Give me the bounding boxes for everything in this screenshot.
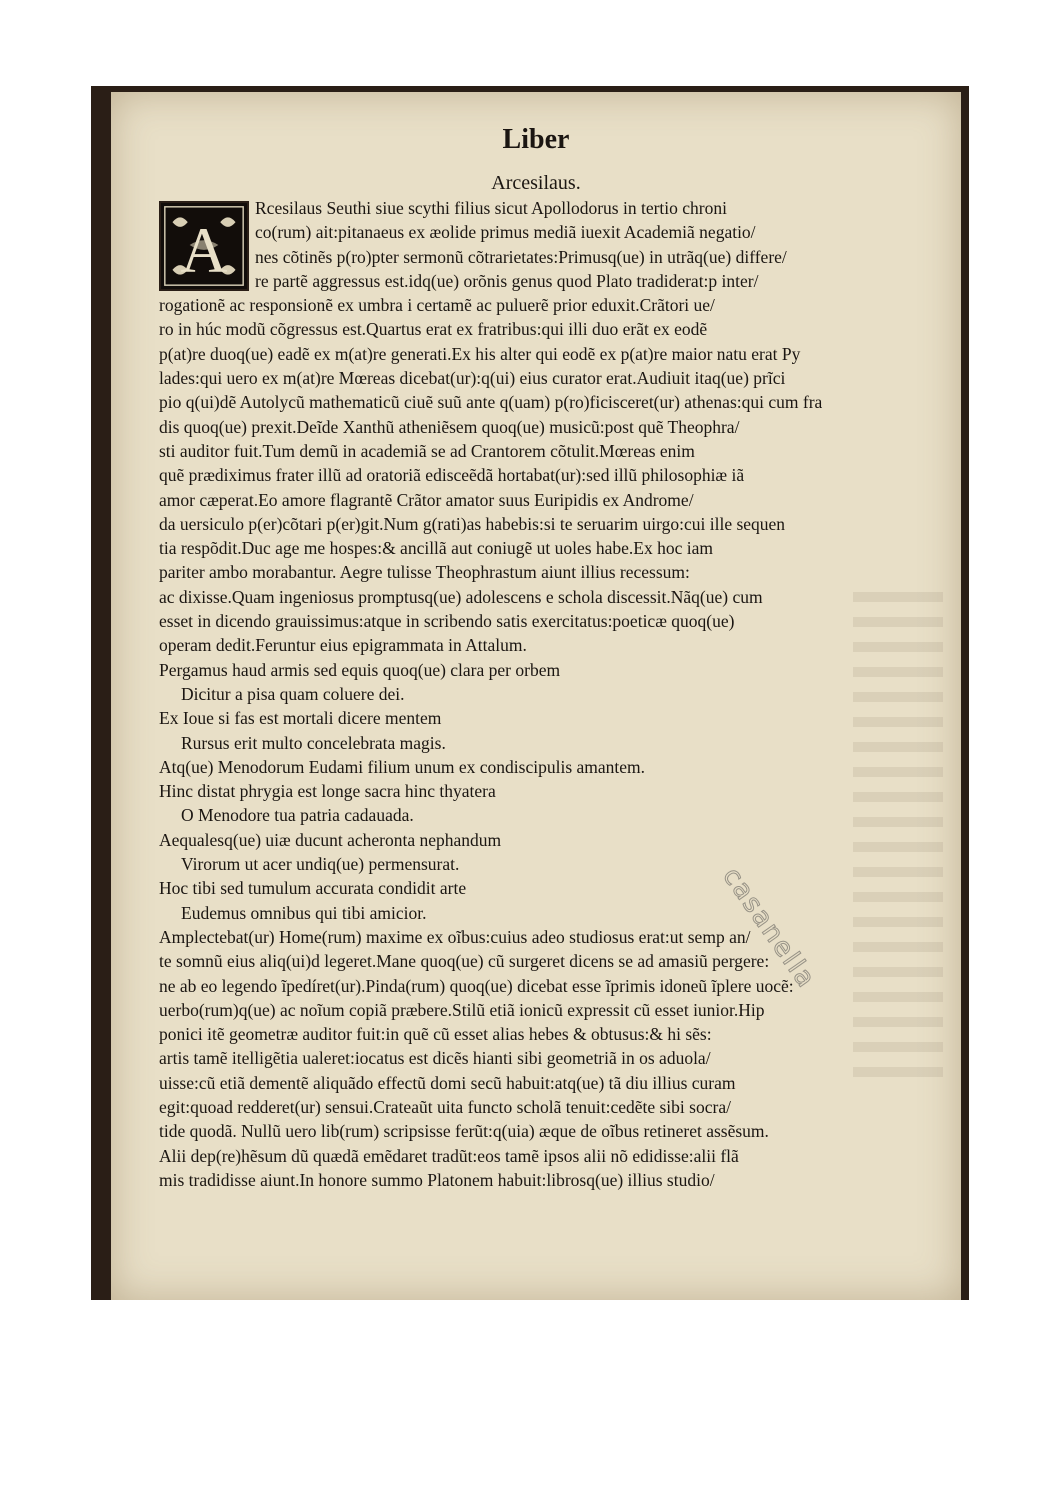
text-line: re partẽ aggressus est.idq(ue) orõnis genus quod Plato tradiderat:p inter/	[255, 270, 759, 291]
text-line: co(rum) ait:pitanaeus ex æolide primus mediã iuexit Academiã negatio/	[255, 222, 756, 243]
text-line: tia respõdit.Duc age me hospes:& ancillã aut coniugẽ ut uoles habe.Ex hoc iam	[159, 538, 714, 559]
text-line: esset in dicendo grauissimus:atque in scribendo satis exercitatus:poeticæ quoq(ue)	[159, 611, 735, 632]
verse-line: Dicitur a pisa quam coluere dei.	[181, 683, 405, 704]
text-line: pio q(ui)dẽ Autolycũ mathematicũ ciuẽ suũ ante q(uam) p(ro)ficisceret(ur) athenas:qui cum fra	[159, 392, 823, 413]
text-line: mis tradidisse aiunt.In honore summo Platonem habuit:librosq(ue) illius studio/	[159, 1169, 715, 1190]
verse-line: Rursus erit multo concelebrata magis.	[181, 732, 446, 753]
watermark-stamp: casanella	[716, 862, 822, 995]
text-line: tide quodã. Nullũ uero lib(rum) scripsisse ferũt:q(uia) æque de oĩbus retineret assẽsum.	[159, 1121, 769, 1142]
text-line: amor cæperat.Eo amore flagrantẽ Crãtor amator suus Euripidis ex Androme/	[159, 489, 694, 510]
text-line: ro in húc modũ cõgressus est.Quartus erat ex fratribus:qui illi duo erãt ex eodẽ	[159, 319, 708, 340]
verse-line: Eudemus omnibus qui tibi amicior.	[181, 902, 427, 923]
text-line: ponici itẽ geometræ auditor fuit:in quẽ cũ esset alias hebes & obtusus:& hi sẽs:	[159, 1024, 712, 1045]
text-line: ne ab eo legendo ĩpedíret(ur).Pinda(rum) quoq(ue) dicebat esse ĩprimis idoneũ ĩplere uocẽ:	[159, 975, 794, 996]
running-head: Liber	[502, 124, 570, 155]
verse-line: O Menodore tua patria cadauada.	[181, 805, 414, 826]
text-line: rogationẽ ac responsionẽ ex umbra i certamẽ ac puluerẽ prior eduxit.Crãtori ue/	[159, 295, 715, 316]
text-line: lades:qui uero ex m(at)re Mœreas dicebat(ur):q(ui) eius curator erat.Audiuit itaq(ue) prĩci	[159, 368, 786, 389]
text-line: Amplectebat(ur) Home(rum) maxime ex oĩbus:cuius adeo studiosus erat:ut semp an/	[159, 926, 751, 947]
text-line: sti auditor fuit.Tum demũ in academiã se ad Crantorem cõtulit.Mœreas enim	[159, 440, 695, 461]
text-line: nes cõtinẽs p(ro)pter sermonũ cõtrarietates:Primusq(ue) in utrãq(ue) differe/	[255, 246, 787, 267]
text-line: dis quoq(ue) prexit.Deĩde Xanthũ atheniẽsem quoq(ue) musicũ:post quẽ Theophra/	[159, 416, 740, 437]
chapter-title: Arcesilaus.	[491, 172, 581, 194]
text-line: p(at)re duoq(ue) eadẽ ex m(at)re generati.Ex his alter qui eodẽ ex p(at)re maior natu erat Py	[159, 343, 801, 364]
verse-line: Pergamus haud armis sed equis quoq(ue) clara per orbem	[159, 659, 561, 680]
text-line: te somnũ eius aliq(ui)d legeret.Mane quoq(ue) cũ surgeret dicens se ad amasiũ pergere:	[159, 951, 770, 972]
text-line: pariter ambo morabantur. Aegre tulisse Theophrastum aiunt illius recessum:	[159, 562, 690, 583]
text-line: operam dedit.Feruntur eius epigrammata in Attalum.	[159, 635, 527, 656]
drop-cap	[159, 201, 249, 291]
text-line: Alii dep(re)hẽsum dũ quædã emẽdaret tradũt:eos tamẽ ipsos alii nõ edidisse:alii flã	[159, 1145, 739, 1166]
verse-line: Hinc distat phrygia est longe sacra hinc thyatera	[159, 781, 496, 802]
text-block	[159, 196, 959, 1192]
svg-text:A: A	[180, 214, 228, 287]
verse-line: Ex Ioue si fas est mortali dicere mentem	[159, 708, 442, 729]
drop-cap-ornament-icon	[161, 203, 247, 289]
verse-line: Aequalesq(ue) uiæ ducunt acheronta nephandum	[159, 829, 502, 850]
text-line: egit:quoad redderet(ur) sensui.Crateaũt uita functo scholã tenuit:cedẽte sibi socra/	[159, 1096, 731, 1117]
text-line: Atq(ue) Menodorum Eudami filium unum ex condiscipulis amantem.	[159, 756, 646, 777]
verse-line: Virorum ut acer undiq(ue) permensurat.	[181, 854, 460, 875]
book-page	[111, 92, 961, 1300]
text-line: Rcesilaus Seuthi siue scythi filius sicut Apollodorus in tertio chroni	[255, 198, 727, 218]
page-photo	[91, 86, 969, 1300]
text-line: uisse:cũ etiã dementẽ aliquãdo effectũ domi secũ habuit:atq(ue) tã diu illius curam	[159, 1072, 736, 1093]
text-line: uerbo(rum)q(ue) ac noĩum copiã præbere.Stilũ etiã ionicũ expressit cũ esset iunior.Hip	[159, 999, 765, 1020]
text-line: ac dixisse.Quam ingeniosus promptusq(ue) adolescens e schola discessit.Nãq(ue) cum	[159, 586, 763, 607]
text-line: artis tamẽ itelligẽtia ualeret:iocatus est dicẽs hianti sibi geometriã in os aduola/	[159, 1048, 711, 1069]
verse-line: Hoc tibi sed tumulum accurata condidit arte	[159, 878, 467, 899]
text-line: quẽ prædiximus frater illũ ad oratoriã edisceẽdã hortabat(ur):sed illũ philosophiæ iã	[159, 465, 745, 486]
text-line: da uersiculo p(er)cõtari p(er)git.Num g(rati)as habebis:si te seruarim uirgo:cui ille sequen	[159, 513, 786, 534]
